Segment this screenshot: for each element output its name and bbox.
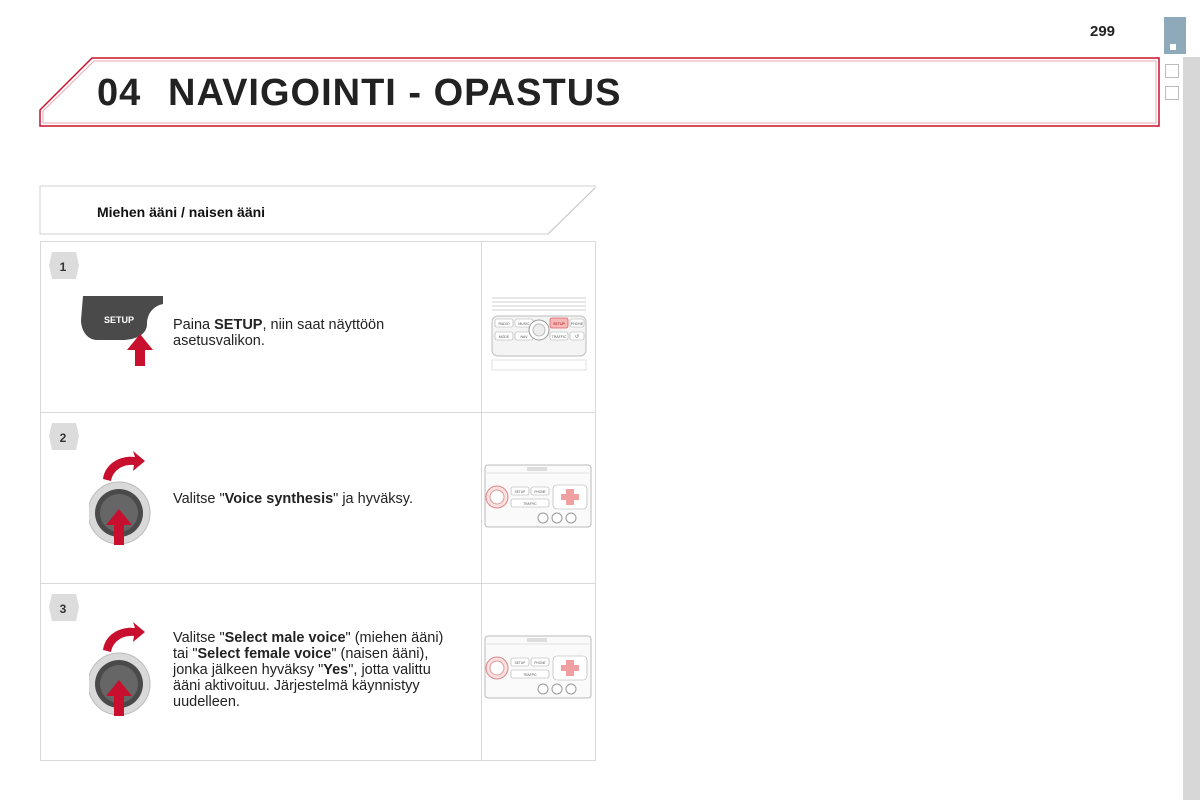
step-number-badge: [49, 594, 79, 621]
setup-button-press-icon: [77, 294, 167, 369]
device-label: TRAFFIC: [523, 502, 537, 506]
setup-key-label: SETUP: [103, 315, 135, 325]
svg-text:↺: ↺: [574, 334, 580, 340]
rotary-knob-turn-press-icon: [89, 449, 161, 549]
device-label: TRAFFIC: [551, 335, 567, 339]
device-label: PHONE: [534, 661, 546, 665]
device-label: PHONE: [570, 322, 584, 326]
device-label: PHONE: [534, 490, 546, 494]
step-text: Paina SETUP, niin saat näyttöön asetusvalikon.: [173, 317, 385, 349]
row-divider: [481, 242, 482, 412]
step-row-1: [40, 241, 596, 413]
step-number-badge: [49, 423, 79, 450]
device-label: SETUP: [553, 322, 565, 326]
step-number-text: 2: [59, 431, 67, 445]
section-title: Miehen ääni / naisen ääni: [97, 204, 266, 220]
radio-panel-setup-illustration: [490, 292, 588, 372]
chapter-title: NAVIGOINTI - OPASTUS: [168, 72, 622, 114]
page-number: 299: [1090, 23, 1116, 40]
page-edge-bar: [1183, 57, 1200, 800]
row-divider: [481, 413, 482, 583]
chapter-number: 04: [97, 72, 142, 114]
row-divider: [481, 584, 482, 760]
step-text: Valitse "Select male voice" (miehen ääni) tai "Select female voice" (naisen ääni), jonka jälkeen hyväksy "Yes", jotta valittu ääni aktivoituu. Järjestelmä käynnistyy uudelleen.: [173, 630, 444, 710]
device-label: SETUP: [514, 661, 526, 665]
device-label: RADIO: [498, 322, 510, 326]
device-label: MUSIC: [518, 322, 530, 326]
device-label: MODE: [498, 335, 510, 339]
radio-panel-knob-illustration: [483, 463, 593, 531]
radio-panel-knob-illustration: [483, 634, 593, 702]
rotary-knob-turn-press-icon: [89, 620, 161, 720]
step-row-2: [40, 412, 596, 584]
device-label: TRAFFIC: [523, 673, 537, 677]
device-label: SETUP: [514, 490, 526, 494]
step-number-text: 1: [59, 260, 67, 274]
step-text: Valitse "Voice synthesis" ja hyväksy.: [173, 491, 413, 507]
section-header-frame: [0, 0, 600, 240]
device-label: NAV: [520, 335, 528, 339]
step-row-3: [40, 583, 596, 761]
step-number-text: 3: [59, 602, 67, 616]
step-number-badge: [49, 252, 79, 279]
